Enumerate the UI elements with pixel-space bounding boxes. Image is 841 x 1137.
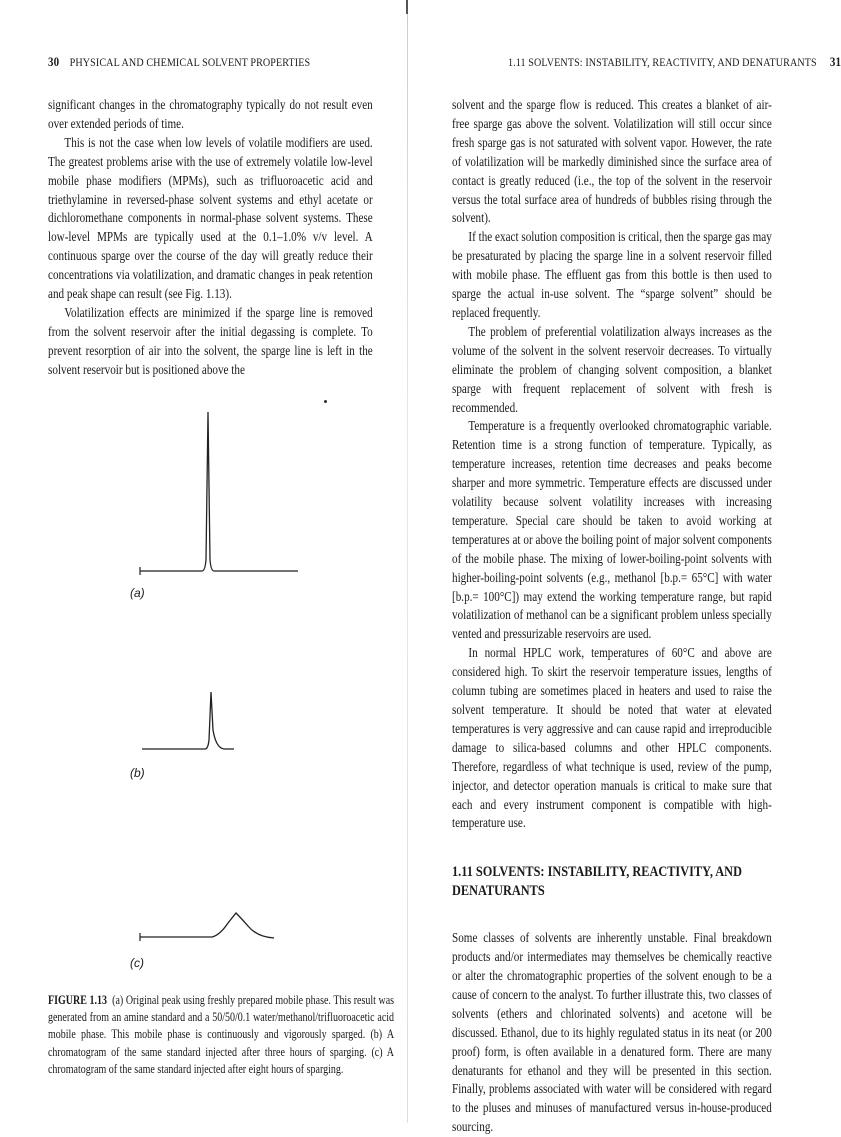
chromatogram-b — [142, 692, 234, 749]
right-running-title: 1.11 SOLVENTS: INSTABILITY, REACTIVITY, AND DENATURANTS — [508, 57, 817, 69]
right-running-head — [508, 55, 841, 70]
right-body-text — [452, 96, 772, 1137]
peak-a — [140, 412, 298, 571]
paragraph: solvent and the sparge flow is reduced. This creates a blanket of air-free sparge gas above the solvent. Volatilization will still occur since fresh sparge gas is not saturated with solvent vapor. However, the rate of volatilization will be markedly diminished since the surface area of contact is greatly reduced (i.e., the top of the solvent in the reservoir versus the total surface area of hundreds of bubbles rising through the solvent). — [452, 97, 772, 226]
figure-label-c: (c) — [130, 956, 144, 970]
right-page-number: 31 — [829, 55, 841, 69]
paragraph: If the exact solution composition is critical, then the sparge gas may be presaturated by placing the sparge line in a solvent reservoir filled with mobile phase. The effluent gas from this bottle is then used to sparge the actual in-use solvent. The “sparge solvent” should be replaced frequently. — [452, 229, 772, 320]
figure-label-a: (a) — [130, 586, 145, 600]
chromatogram-c — [140, 913, 274, 941]
gutter-mark — [406, 0, 408, 14]
figure-caption — [48, 992, 394, 1078]
left-page-number: 30 — [48, 55, 60, 69]
chromatogram-figure — [60, 400, 380, 1000]
section-heading: 1.11 SOLVENTS: INSTABILITY, REACTIVITY, AND DENATURANTS — [452, 864, 742, 900]
paragraph: Some classes of solvents are inherently unstable. Final breakdown products and/or intermediates may themselves be chemically reactive or alter the chromatographic properties of the solvent enough to be a cause of concern to the analyst. To further illustrate this, two classes of solvents (ethers and chlorinated solvents) and acetone will be discussed. Ethanol, due to its highly regulated status in its neat (or 200 proof) form, is often available in a denatured form. There are many denaturants for ethanol and they will be presented in this section. Finally, problems associated with water will be considered with regard to the pluses and minuses of manufactured versus in-house-produced sourcing. — [452, 930, 772, 1135]
paragraph: This is not the case when low levels of volatile modifiers are used. The greatest problems arise with the use of extremely volatile low-level mobile phase modifiers (MPMs), such as trifluoroacetic acid and triethylamine in reversed-phase solvent systems and ethyl acetate or dichloromethane components in normal-phase solvent systems. These low-level MPMs are typically used at the 0.1–1.0% v/v level. A continuous sparge over the course of the day will greatly reduce their concentrations via volatilization, and dramatic changes in peak retention and peak shape can result (see Fig. 1.13). — [48, 134, 373, 302]
paragraph: Temperature is a frequently overlooked chromatographic variable. Retention time is a strong function of temperature. Typically, as temperature increases, retention time decreases and peaks become sharper and more symmetric. Temperature effects are discussed under volatility because solvent volatility increases with increasing temperature. Special care should be taken to avoid working at temperatures at or above the boiling point of major solvent components of the mobile phase. The mixing of lower-boiling-point solvents with higher-boiling-point solvents (e.g., methanol [b.p.= 65°C] with water [b.p.= 100°C]) may extend the working temperature range, but rapid volatilization of methanol can be a significant problem unless specially vented and pressurizable reservoirs are used. — [452, 418, 772, 642]
paragraph: The problem of preferential volatilization always increases as the volume of the solvent in the solvent reservoir decreases. To virtually eliminate the problem of changing solvent composition, a blanket sparge with frequent replacement of solvent with fresh is recommended. — [452, 323, 772, 415]
figure-caption-label: FIGURE 1.13 — [48, 993, 107, 1007]
left-body-text — [48, 96, 373, 380]
paragraph: Volatilization effects are minimized if the sparge line is removed from the solvent reservoir after the initial degassing is complete. To prevent resorption of air into the solvent, the sparge line is left in the solvent reservoir but is positioned above the — [48, 304, 373, 377]
figure-1-13 — [60, 400, 380, 1000]
figure-caption-text: (a) Original peak using freshly prepared mobile phase. This result was generated from an amine standard and a 50/50/0.1 water/methanol/trifluoroacetic acid mobile phase. This mobile phase is continuously and vigorously sparged. (b) A chromatogram of the same standard injected after three hours of sparging. (c) A chromatogram of the same standard injected after eight hours of sparging. — [48, 993, 395, 1076]
paragraph: significant changes in the chromatography typically do not result even over extended periods of time. — [48, 97, 373, 131]
chromatogram-a — [140, 412, 298, 575]
figure-label-b: (b) — [130, 766, 145, 780]
left-running-head — [48, 55, 310, 70]
paragraph: In normal HPLC work, temperatures of 60°C and above are considered high. To skirt the reservoir temperature issues, lengths of column tubing are sometimes placed in heaters and used to raise the solvent temperature. It should be noted that water at elevated temperatures is very aggressive and can cause rapid and irreproducible damage to silica-based columns and other HPLC components. Therefore, regardless of what technique is used, review of the pump, injector, and detector operation manuals is critical to make sure that each and every instrument component is compatible with high-temperature use. — [452, 645, 772, 831]
peak-c — [140, 913, 274, 938]
page-gutter — [407, 0, 408, 1123]
left-running-title: PHYSICAL AND CHEMICAL SOLVENT PROPERTIES — [69, 57, 311, 69]
peak-b — [142, 692, 234, 749]
